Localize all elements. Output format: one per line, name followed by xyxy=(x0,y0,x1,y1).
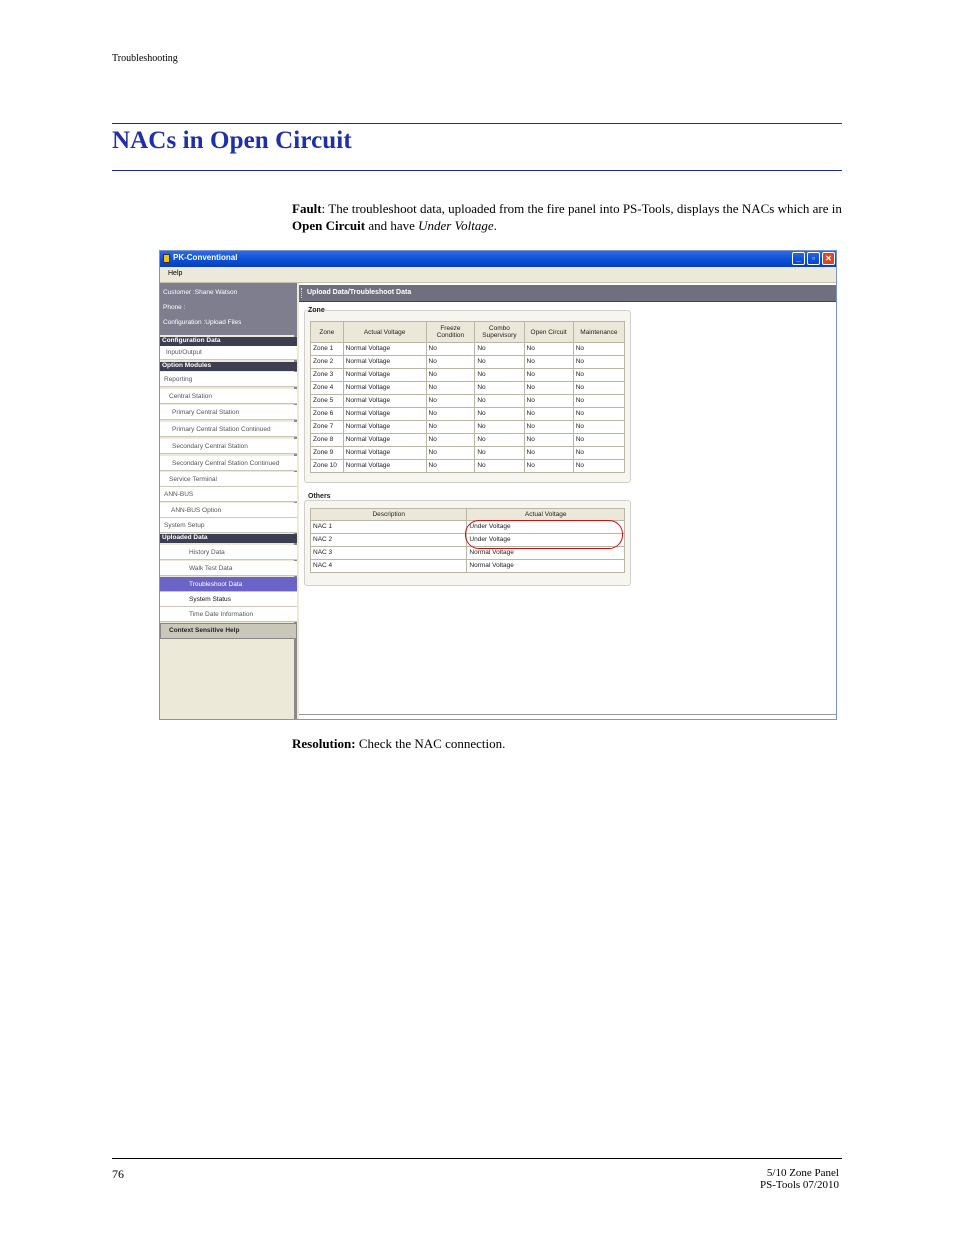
zone-cell: Normal Voltage xyxy=(343,447,426,460)
maximize-icon[interactable]: ▫ xyxy=(807,252,820,265)
resolution-paragraph xyxy=(292,735,844,752)
zone-cell: No xyxy=(573,447,624,460)
title-rule-bottom xyxy=(112,170,842,171)
nav-header-option-modules: Option Modules xyxy=(160,362,297,371)
fault-text-2: and have xyxy=(365,218,419,233)
panel-header xyxy=(299,285,836,302)
zone-cell: No xyxy=(524,434,573,447)
table-row xyxy=(311,395,625,408)
nav-item-ann-bus-option[interactable]: ANN-BUS Option xyxy=(160,503,297,518)
zone-table xyxy=(310,321,625,473)
table-row xyxy=(311,460,625,473)
zone-cell: No xyxy=(573,356,624,369)
zone-cell: Zone 6 xyxy=(311,408,344,421)
footer-rule xyxy=(112,1158,842,1159)
zone-cell: No xyxy=(426,447,475,460)
zone-cell: No xyxy=(475,434,524,447)
minimize-icon[interactable]: _ xyxy=(792,252,805,265)
app-window xyxy=(159,250,837,720)
zone-cell: No xyxy=(475,382,524,395)
close-icon[interactable]: ✕ xyxy=(822,252,835,265)
menu-help[interactable]: Help xyxy=(168,270,183,277)
window-titlebar xyxy=(160,251,836,267)
title-rule-top xyxy=(112,123,842,124)
zone-cell: No xyxy=(426,408,475,421)
zone-column-header: Open Circuit xyxy=(524,322,573,343)
zone-cell: Zone 10 xyxy=(311,460,344,473)
nav-header-uploaded-data: Uploaded Data xyxy=(160,534,297,543)
zone-cell: No xyxy=(524,460,573,473)
highlight-circle xyxy=(465,520,623,549)
zone-column-header: Freeze Condition xyxy=(426,322,475,343)
zone-cell: No xyxy=(573,408,624,421)
fault-paragraph xyxy=(292,200,844,234)
window-title: PK-Conventional xyxy=(173,253,238,262)
table-row xyxy=(311,447,625,460)
nav-item-walk-test-data[interactable]: Walk Test Data xyxy=(160,561,297,576)
others-column-header: Actual Voltage xyxy=(467,509,625,521)
table-row xyxy=(311,343,625,356)
zone-cell: No xyxy=(524,369,573,382)
zone-cell: No xyxy=(573,369,624,382)
nav-header-configuration: Configuration Data xyxy=(160,337,297,346)
customer-info xyxy=(160,283,297,335)
footer-info xyxy=(640,1167,839,1191)
table-row xyxy=(311,421,625,434)
nav-item-ann-bus[interactable]: ANN-BUS xyxy=(160,487,297,502)
zone-cell: Normal Voltage xyxy=(343,408,426,421)
zone-cell: Normal Voltage xyxy=(343,382,426,395)
zone-cell: No xyxy=(524,421,573,434)
table-row xyxy=(311,356,625,369)
fault-text-3: . xyxy=(493,218,497,233)
zone-cell: No xyxy=(524,395,573,408)
table-row xyxy=(311,408,625,421)
others-cell: Normal Voltage xyxy=(467,547,625,560)
fault-italic: Under Voltage xyxy=(418,218,494,233)
zone-cell: No xyxy=(475,395,524,408)
zone-cell: No xyxy=(573,343,624,356)
zone-cell: Normal Voltage xyxy=(343,460,426,473)
zone-cell: No xyxy=(475,356,524,369)
table-row xyxy=(311,382,625,395)
page-number: 76 xyxy=(112,1167,124,1181)
zone-cell: No xyxy=(573,395,624,408)
page-title: NACs in Open Circuit xyxy=(112,127,352,154)
zone-cell: No xyxy=(426,356,475,369)
nav-item-time-date-information[interactable]: Time Date Information xyxy=(160,607,297,622)
zone-cell: No xyxy=(475,460,524,473)
nav-item-primary-central-station-continued[interactable]: Primary Central Station Continued xyxy=(160,422,297,437)
context-sensitive-help-bar[interactable]: Context Sensitive Help xyxy=(160,623,297,639)
customer-name: Customer :Shane Watson xyxy=(163,289,238,296)
zone-cell: No xyxy=(524,408,573,421)
zone-cell: Zone 9 xyxy=(311,447,344,460)
zone-cell: No xyxy=(573,382,624,395)
zone-cell: No xyxy=(426,343,475,356)
zone-column-header: Zone xyxy=(311,322,344,343)
zone-cell: No xyxy=(573,434,624,447)
zone-cell: Zone 7 xyxy=(311,421,344,434)
footer-line-2: PS-Tools 07/2010 xyxy=(760,1179,839,1191)
zone-cell: No xyxy=(475,447,524,460)
app-icon xyxy=(163,254,170,263)
content-panel xyxy=(299,283,836,719)
others-table-header xyxy=(311,509,625,521)
others-cell: NAC 4 xyxy=(311,560,467,573)
zone-column-header: Combo Supervisory xyxy=(475,322,524,343)
nav-item-secondary-central-station[interactable]: Secondary Central Station xyxy=(160,439,297,454)
fault-bold: Open Circuit xyxy=(292,218,366,233)
nav-item-reporting[interactable]: Reporting xyxy=(160,372,297,387)
configuration-info: Configuration :Upload Files xyxy=(163,319,242,326)
zone-cell: No xyxy=(426,434,475,447)
others-cell: NAC 1 xyxy=(311,521,467,534)
others-cell: NAC 2 xyxy=(311,534,467,547)
others-cell: NAC 3 xyxy=(311,547,467,560)
customer-phone: Phone : xyxy=(163,304,186,311)
zone-cell: No xyxy=(426,369,475,382)
zone-cell: Zone 1 xyxy=(311,343,344,356)
zone-cell: No xyxy=(426,395,475,408)
fault-text-1: : The troubleshoot data, uploaded from the fire panel into PS-Tools, displays the NACs which are in xyxy=(321,201,842,216)
others-column-header: Description xyxy=(311,509,467,521)
zone-cell: No xyxy=(475,343,524,356)
zone-cell: Normal Voltage xyxy=(343,343,426,356)
zone-cell: Zone 5 xyxy=(311,395,344,408)
zone-cell: No xyxy=(573,460,624,473)
table-row xyxy=(311,434,625,447)
nav-item-primary-central-station[interactable]: Primary Central Station xyxy=(160,405,297,420)
zone-cell: Normal Voltage xyxy=(343,434,426,447)
zone-cell: Normal Voltage xyxy=(343,356,426,369)
zone-cell: No xyxy=(475,369,524,382)
fault-label: Fault xyxy=(292,201,322,216)
grip-icon xyxy=(301,288,304,298)
resolution-text: Check the NAC connection. xyxy=(355,736,506,751)
resolution-label: Resolution: xyxy=(292,736,356,751)
menu-bar xyxy=(160,267,836,283)
zone-cell: No xyxy=(573,421,624,434)
zone-cell: No xyxy=(524,356,573,369)
nav-item-troubleshoot-data[interactable]: Troubleshoot Data xyxy=(160,577,297,592)
zone-cell: Normal Voltage xyxy=(343,421,426,434)
nav-item-central-station[interactable]: Central Station xyxy=(160,389,297,404)
zone-cell: Normal Voltage xyxy=(343,395,426,408)
zone-group-label: Zone xyxy=(308,307,325,314)
table-row xyxy=(311,560,625,573)
table-row xyxy=(311,369,625,382)
zone-cell: No xyxy=(426,421,475,434)
others-cell: Under Voltage xyxy=(467,534,625,547)
zone-cell: Zone 2 xyxy=(311,356,344,369)
nav-item-secondary-central-station-continued[interactable]: Secondary Central Station Continued xyxy=(160,456,297,471)
zone-cell: No xyxy=(475,421,524,434)
zone-cell: No xyxy=(475,408,524,421)
others-cell: Normal Voltage xyxy=(467,560,625,573)
footer-line-1: 5/10 Zone Panel xyxy=(766,1167,839,1179)
zone-cell: Zone 3 xyxy=(311,369,344,382)
others-cell: Under Voltage xyxy=(467,521,625,534)
panel-footer xyxy=(299,714,836,718)
zone-cell: No xyxy=(524,382,573,395)
zone-column-header: Actual Voltage xyxy=(343,322,426,343)
navigation-panel xyxy=(160,283,297,719)
nav-item-history-data[interactable]: History Data xyxy=(160,545,297,560)
nav-item-system-setup[interactable]: System Setup xyxy=(160,518,297,533)
others-group-label: Others xyxy=(308,493,331,500)
running-header: Troubleshooting xyxy=(112,53,178,64)
panel-title: Upload Data/Troubleshoot Data xyxy=(307,289,412,296)
zone-cell: Zone 8 xyxy=(311,434,344,447)
nav-item-input-output[interactable]: Input/Output xyxy=(160,346,297,360)
nav-item-system-status[interactable]: System Status xyxy=(160,592,297,607)
zone-cell: No xyxy=(426,382,475,395)
zone-table-header xyxy=(311,322,625,343)
zone-cell: No xyxy=(426,460,475,473)
zone-cell: Zone 4 xyxy=(311,382,344,395)
zone-cell: Normal Voltage xyxy=(343,369,426,382)
zone-cell: No xyxy=(524,447,573,460)
zone-column-header: Maintenance xyxy=(573,322,624,343)
nav-item-service-terminal[interactable]: Service Terminal xyxy=(160,472,297,487)
zone-cell: No xyxy=(524,343,573,356)
